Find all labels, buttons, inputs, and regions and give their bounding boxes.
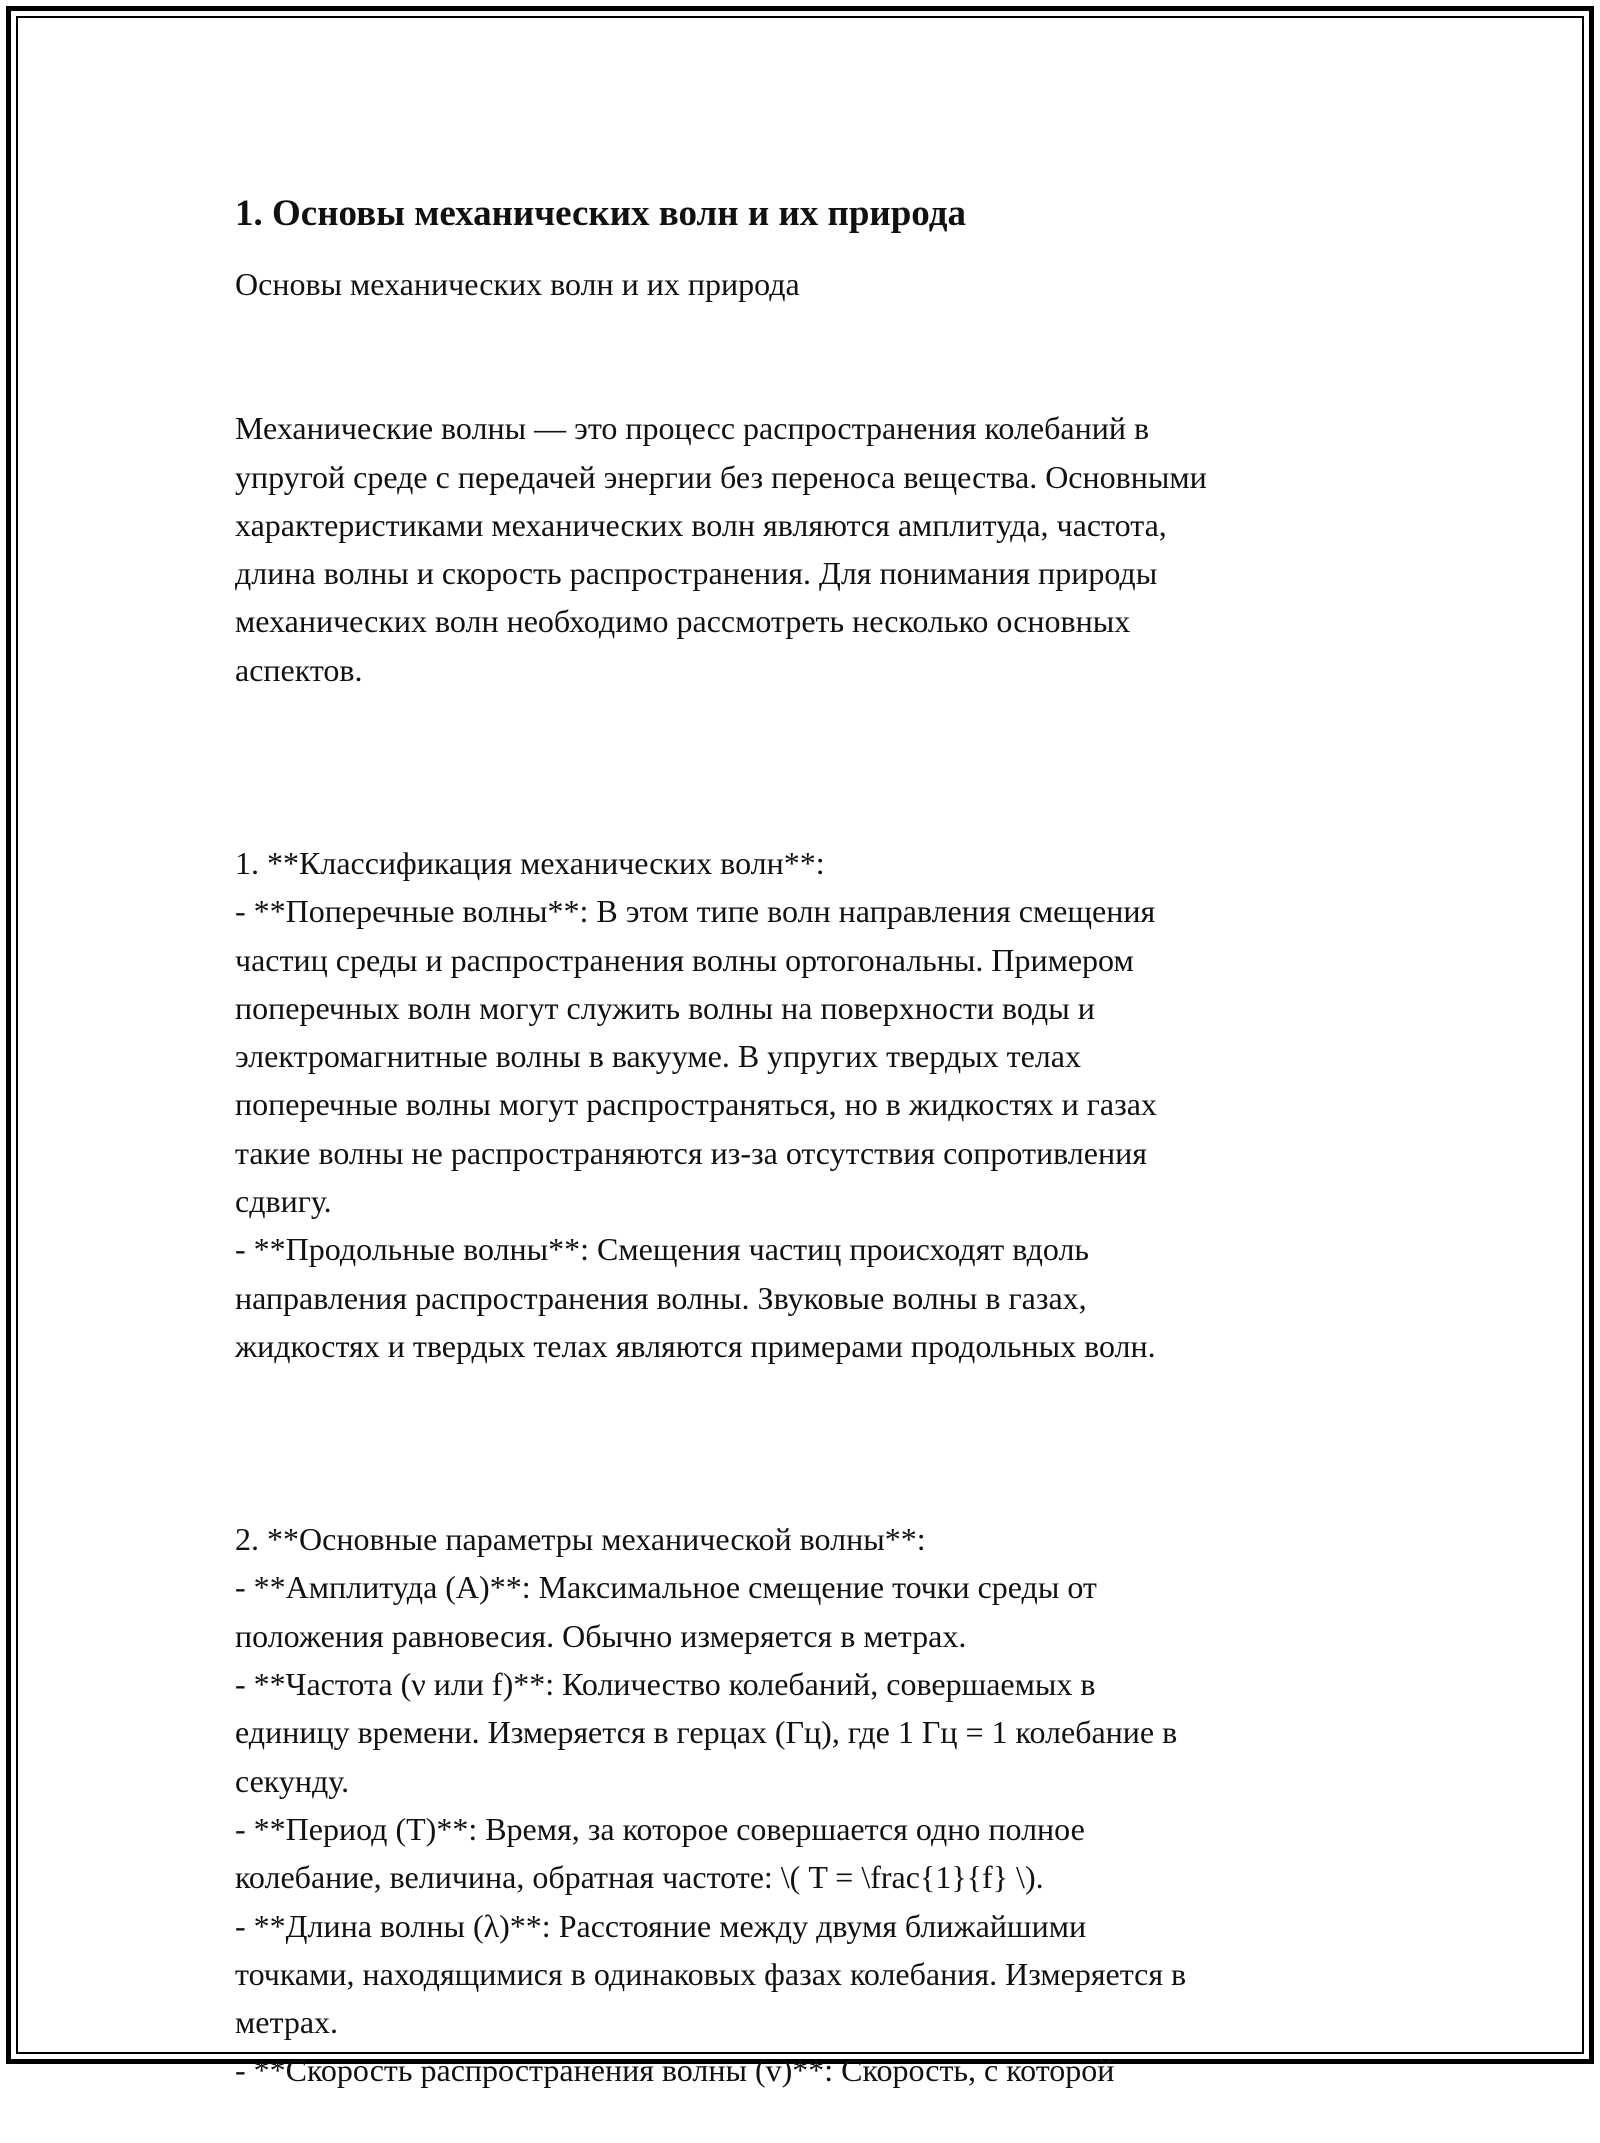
section-heading: 1. Основы механических волн и их природа (235, 193, 966, 234)
paragraph-parameters: 2. **Основные параметры механической волны**: - **Амплитуда (A)**: Максимальное смещение точки среды от положения равновесия. Обычно измеряется в метрах. - **Частота (ν или f)**: Количество колебаний, совершаемых в единицу времени. Измеряется в герцах (Гц), где 1 Гц = 1 колебание в секунду. - **Период (T)**: Время, за которое совершается одно полное колебание, величина, обратная частоте: \( T = \frac{1}{f} \). - **Длина волны (λ)**: Расстояние между двумя ближайшими точками, находящимися в одинаковых фазах колебания. Измеряется в метрах. - **Скорость распространения волны (v)**: Скорость, с которой (235, 1521, 1187, 2089)
section-subtitle: Основы механических волн и их природа (235, 266, 800, 302)
paragraph-intro: Механические волны — это процесс распространения колебаний в упругой среде с передачей энергии без переноса вещества. Основными характеристиками механических волн являются амплитуда, частота, длина волны и скорость распространения. Для понимания природы механических волн необходимо рассмотреть несколько основных аспектов. (235, 410, 1207, 688)
paragraph-gap (235, 1419, 1385, 1467)
paragraph-gap (235, 742, 1385, 790)
document-content (235, 186, 1385, 2143)
paragraph-classification: 1. **Классификация механических волн**: - **Поперечные волны**: В этом типе волн направления смещения частиц среды и распространения волны ортогональны. Примером поперечных волн могут служить волны на поверхности воды и электромагнитные волны в вакууме. В упругих твердых телах поперечные волны могут распространяться, но в жидкостях и газах такие волны не распространяются из-за отсутствия сопротивления сдвигу. - **Продольные волны**: Смещения частиц происходят вдоль направления распространения волны. Звуковые волны в газах, жидкостях и твердых телах являются примерами продольных волн. (235, 844, 1157, 1364)
document-body (235, 356, 1385, 2143)
